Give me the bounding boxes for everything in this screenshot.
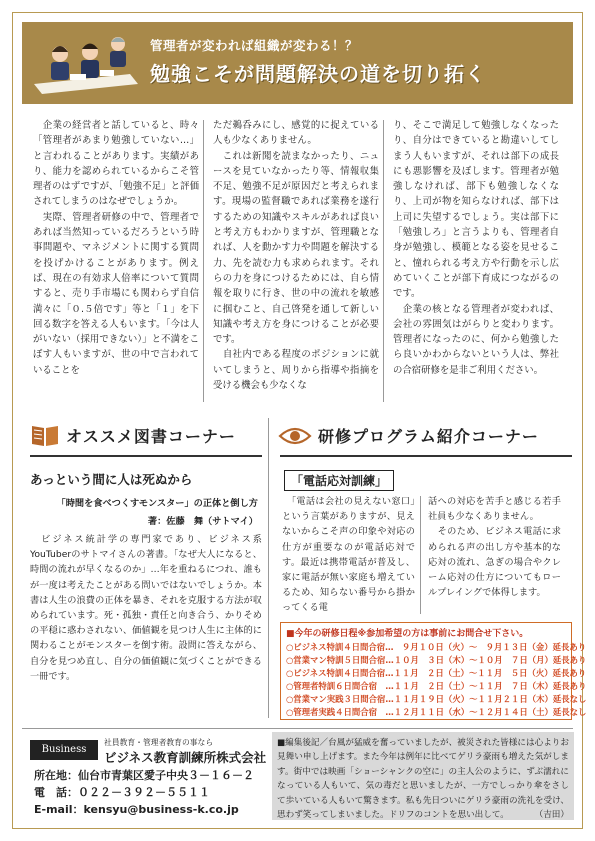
schedule-row: ○ビジネス特訓４日間合宿… ９月１０日（火）～ ９月１３日（金）延長あり: [286, 642, 587, 652]
article-column-3: [393, 118, 559, 378]
company-tagline: 社員教育・管理者教育の事なら: [104, 738, 214, 747]
schedule-row: ○管理者実践４日間合宿 …１２月１１日（水）～１２月１４日（土）延長なし: [286, 707, 587, 717]
editors-note-text: ■編集後記／台風が猛威を奮っていましたが、被災された皆様には心よりお見舞い申し上げます。また今年は例年に比べてゲリラ豪雨も増えた気がします。街中では映画「ショーシャンクの空に」の主人公のように、ずぶ濡れになっている人もいて、気の毒だと思いましたが、一方でしっかり傘をさして歩いている人もいて驚きます。私も先日ついにゲリラ豪雨の洗礼を受け、思わず笑ってしまいました。ドリフのコントを思い出して。: [277, 738, 569, 821]
article-column-1: [33, 118, 199, 378]
book-author: 著：佐藤 舞（サトマイ）: [147, 516, 258, 527]
training-program-label: 「電話応対訓練」: [284, 470, 394, 491]
editors-note-signature: （吉田）: [534, 810, 569, 821]
column-divider: [203, 120, 204, 402]
article-column-2: [213, 118, 379, 393]
company-contact: [34, 767, 254, 818]
header-title: 勉強こそが問題解決の道を切り拓く: [150, 62, 486, 86]
article-text: り、そこで満足して勉強しなくなったり、自分はできていると勘違いしてしまう人もいますが、それは部下の成長にも悪影響を及ぼします。管理者が勉強しなければ、部下も勉強しなくなり、上司が物を知らなければ、部下は上司に失望するでしょう。実は部下に「勉強しろ」と言うよりも、管理者自身が勉強し、模範となる姿を見せること、憧れられる考え方や行動を示し広めていくことが部下育成につながるのです。 企業の核となる管理者が変われば、会社の雰囲気はがらりと変わります。管理者になったのに、何から勉強したら良いかわからないという人は、弊社の合宿研修を是非ご利用ください。: [393, 120, 559, 376]
company-name: ビジネス教育訓練所株式会社: [104, 750, 267, 765]
column-divider: [383, 120, 384, 402]
company-logo: Business: [30, 740, 98, 760]
company-address: 所在地：仙台市青葉区愛子中央３－１６－２: [34, 769, 254, 782]
article-text: 企業の経営者と話していると、時々「管理者があまり勉強していない…」と言われることがあります。実績があり、能力を認められているからこそ管理者のはずですが、「勉強不足」と評価されてしまうのはなぜでしょうか。 実際、管理者研修の中で、管理者であれば当然知っているだろうという時事問題や、マネジメントに関する質問を投げかけることがあります。例えば、現在の有効求人倍率について質問すると、売り手市場にも関わらず自信満々に「０.５倍です」等と「１」を下回る数字を答える人もいます。「今は人がいない（採用できない）」と不満をこぼす人もいますが、世の中で言われていることを: [33, 120, 199, 376]
section-divider: [268, 418, 269, 718]
training-heading-underline: [280, 455, 572, 457]
footer-divider: [22, 728, 573, 729]
book-icon: [30, 422, 60, 448]
book-section-heading: オススメ図書コーナー: [66, 427, 236, 446]
book-title: あっという間に人は死ぬから: [30, 472, 193, 487]
schedule-box: [280, 622, 587, 720]
schedule-row: ○管理者特訓６日間合宿 …１１月 ２日（土）～１１月 ７日（木）延長あり: [286, 681, 587, 691]
training-text-1: 「電話は会社の見えない窓口」という言葉がありますが、見えないからこそ声の印象や対応の仕方が重要なのが電話応対です。最近は携帯電話が普及し、家に電話が無い家庭も増えているため、知らない番号から掛かってくる電: [282, 496, 415, 614]
company-email[interactable]: E-mail：kensyu@business-k.co.jp: [34, 803, 239, 816]
training-section-heading: 研修プログラム紹介コーナー: [318, 427, 539, 446]
schedule-heading: ■今年の研修日程※参加希望の方は事前にお問合せ下さい。: [286, 629, 529, 639]
article-text: ただ鵜呑みにし、感覚的に捉えている人も少なくありません。 これは新聞を読まなかったり、ニュースを見ていなかったり等、情報収集不足、勉強不足が原因だと考えられます。現場の監督職であれば業務を遂行するための知識やスキルがあれば良いと考え方もわかりますが、管理職となれば、人を動かす力や問題を解決する力、先を読む力も求められます。それらの力を身につけるためには、自ら情報を取りに行き、世の中の流れを敏感に掴むこと、自己啓発を通して新しい知識や考え方を身につけることが必要です。 自社内である程度のポジションに就いてしまうと、周りから指導や指摘を受ける機会も少なくな: [213, 120, 379, 392]
schedule-row: ○営業マン実践３日間合宿…１１月１９日（火）～１１月２１日（木）延長なし: [286, 694, 587, 704]
book-subtitle: 「時間を食べつくすモンスター」の正体と倒し方: [56, 498, 258, 509]
people-at-desk-icon: [30, 30, 140, 96]
training-text-2: 話への対応を苦手と感じる若手社員も少なくありません。 そのため、ビジネス電話に求められる声の出し方や基本的な応対の流れ、急ぎの場合やクレーム応対の仕方についてもロールプレイングで体得します。: [428, 496, 561, 599]
header-subtitle: 管理者が変われば組織が変わる！？: [150, 38, 359, 53]
schedule-row: ○ビジネス特訓４日間合宿…１１月 ２日（土）～１１月 ５日（火）延長あり: [286, 668, 587, 678]
column-divider: [420, 496, 421, 614]
schedule-row: ○営業マン特訓５日間合宿…１０月 ３日（木）～１０月 ７日（月）延長あり: [286, 655, 587, 665]
editors-note: [272, 732, 574, 820]
company-phone: 電 話：０２２－３９２－５５１１: [34, 786, 210, 799]
book-description: ビジネス統計学の専門家であり、ビジネス系YouTuberのサトマイさんの著書。「なぜ大人になると、時間の流れが早くなるのか」…年を重ねるにつれ、誰もが一度は考えたことがある問いではないでしょうか。本書は人生の浪費の正体を暴き、それを克服する方法が収められています。死・孤独・責任と向き合う、かりそめの平穏に惑わされない、価値観を見つけ人生に主体的に関わることがモンスターを倒す術。設問に答えながら、自分を見つめ直し、自分の価値観に気づくことができる一冊です。: [30, 534, 262, 682]
book-heading-underline: [30, 455, 262, 457]
eye-icon: [278, 426, 312, 446]
